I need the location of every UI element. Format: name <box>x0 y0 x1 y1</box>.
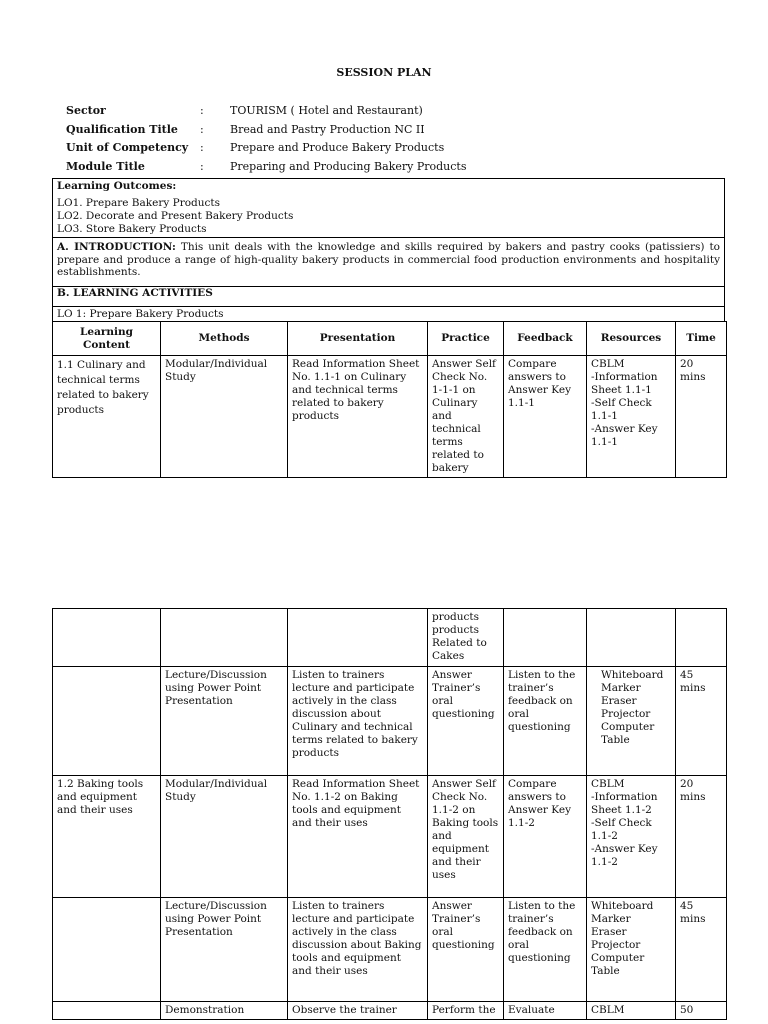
cell-practice: Perform the <box>428 1002 504 1020</box>
header-time: Time <box>676 322 727 356</box>
cell-presentation: Read Information Sheet No. 1.1-1 on Culinary and technical terms related to bakery products <box>288 356 428 478</box>
cell-resources: CBLM -Information Sheet 1.1-2 -Self Check 1.1-2 -Answer Key 1.1-2 <box>587 776 676 898</box>
table-row <box>53 609 727 667</box>
meta-row-unit <box>66 141 550 160</box>
cell-resources: Whiteboard Marker Eraser Projector Computer Table <box>587 667 676 776</box>
cell-resources <box>587 609 676 667</box>
cell-content: 1.2 Baking tools and equipment and their uses <box>53 776 161 898</box>
cell-content: 1.1 Culinary and technical terms related to bakery products <box>53 356 161 478</box>
cell-presentation: Listen to trainers lecture and participate actively in the class discussion about Culinary and technical terms related to bakery products <box>288 667 428 776</box>
meta-key: Module Title <box>66 159 145 173</box>
cell-presentation: Read Information Sheet No. 1.1-2 on Baking tools and equipment and their uses <box>288 776 428 898</box>
meta-colon: : <box>200 141 204 154</box>
cell-methods <box>161 609 288 667</box>
cell-resources: Whiteboard Marker Eraser Projector Computer Table <box>587 898 676 1002</box>
cell-feedback: Evaluate <box>504 1002 587 1020</box>
cell-content <box>53 609 161 667</box>
cell-feedback: Compare answers to Answer Key 1.1-1 <box>504 356 587 478</box>
cell-time: 45 mins <box>676 898 727 1002</box>
cell-content <box>53 667 161 776</box>
cell-practice: Answer Trainer’s oral questioning <box>428 898 504 1002</box>
cell-presentation: Listen to trainers lecture and participate actively in the class discussion about Baking tools and equipment and their uses <box>288 898 428 1002</box>
table-row <box>53 356 727 478</box>
header-practice: Practice <box>428 322 504 356</box>
learning-outcome-item: LO3. Store Bakery Products <box>57 223 207 235</box>
learning-outcomes-box <box>52 178 725 238</box>
document-title: SESSION PLAN <box>336 66 432 79</box>
table-header-row <box>53 322 727 356</box>
cell-feedback <box>504 609 587 667</box>
table-row <box>53 898 727 1002</box>
cell-resources: CBLM <box>587 1002 676 1020</box>
cell-methods: Modular/Individual Study <box>161 356 288 478</box>
meta-value: Prepare and Produce Bakery Products <box>230 141 445 154</box>
cell-time: 50 <box>676 1002 727 1020</box>
cell-practice: Answer Self Check No. 1.1-2 on Baking tools and equipment and their uses <box>428 776 504 898</box>
learning-activities-heading: B. LEARNING ACTIVITIES <box>52 286 725 307</box>
learning-outcome-item: LO1. Prepare Bakery Products <box>57 197 221 209</box>
cell-content <box>53 898 161 1002</box>
meta-colon: : <box>200 159 204 173</box>
cell-methods: Lecture/Discussion using Power Point Presentation <box>161 898 288 1002</box>
meta-value: TOURISM ( Hotel and Restaurant) <box>230 104 423 117</box>
meta-row-module <box>66 160 550 179</box>
meta-colon: : <box>200 104 204 117</box>
learning-outcome-item: LO2. Decorate and Present Bakery Products <box>57 210 294 222</box>
cell-presentation: Observe the trainer <box>288 1002 428 1020</box>
cell-time: 20 mins <box>676 776 727 898</box>
cell-presentation <box>288 609 428 667</box>
table-row <box>53 776 727 898</box>
cell-time: 45 mins <box>676 667 727 776</box>
cell-time: 20 mins <box>676 356 727 478</box>
introduction-label: A. INTRODUCTION: <box>57 241 176 253</box>
header-methods: Methods <box>161 322 288 356</box>
header-resources: Resources <box>587 322 676 356</box>
meta-row-qualification <box>66 123 550 142</box>
meta-colon: : <box>200 122 204 136</box>
introduction-text: This unit deals with the knowledge and skills required by bakers and pastry cooks (patissiers) to prepare and produce a range of high-quality bakery products in commercial food production environments and hospitality establishments. <box>57 241 720 278</box>
lo1-heading: LO 1: Prepare Bakery Products <box>52 306 725 322</box>
table-row <box>53 1002 727 1020</box>
meta-key: Qualification Title <box>66 122 178 136</box>
meta-key: Sector <box>66 104 106 117</box>
header-learning-content: Learning Content <box>53 322 161 356</box>
meta-value: Preparing and Producing Bakery Products <box>230 159 467 173</box>
cell-feedback: Listen to the trainer’s feedback on oral questioning <box>504 898 587 1002</box>
cell-methods: Modular/Individual Study <box>161 776 288 898</box>
cell-practice: Answer Trainer’s oral questioning <box>428 667 504 776</box>
cell-time <box>676 609 727 667</box>
cell-feedback: Listen to the trainer’s feedback on oral questioning <box>504 667 587 776</box>
table-row <box>53 667 727 776</box>
cell-resources: CBLM -Information Sheet 1.1-1 -Self Check 1.1-1 -Answer Key 1.1-1 <box>587 356 676 478</box>
meta-key: Unit of Competency <box>66 141 189 154</box>
cell-practice: products products Related to Cakes <box>428 609 504 667</box>
cell-methods: Lecture/Discussion using Power Point Presentation <box>161 667 288 776</box>
header-presentation: Presentation <box>288 322 428 356</box>
cell-content <box>53 1002 161 1020</box>
header-feedback: Feedback <box>504 322 587 356</box>
cell-feedback: Compare answers to Answer Key 1.1-2 <box>504 776 587 898</box>
activities-table-page2 <box>52 608 727 1020</box>
activities-table-page1 <box>52 321 727 478</box>
introduction-box <box>52 237 725 287</box>
session-meta <box>66 104 550 178</box>
cell-practice: Answer Self Check No. 1-1-1 on Culinary and technical terms related to bakery <box>428 356 504 478</box>
meta-row-sector <box>66 104 550 123</box>
cell-methods: Demonstration <box>161 1002 288 1020</box>
meta-value: Bread and Pastry Production NC II <box>230 122 425 136</box>
learning-outcomes-heading: Learning Outcomes: <box>57 180 177 192</box>
